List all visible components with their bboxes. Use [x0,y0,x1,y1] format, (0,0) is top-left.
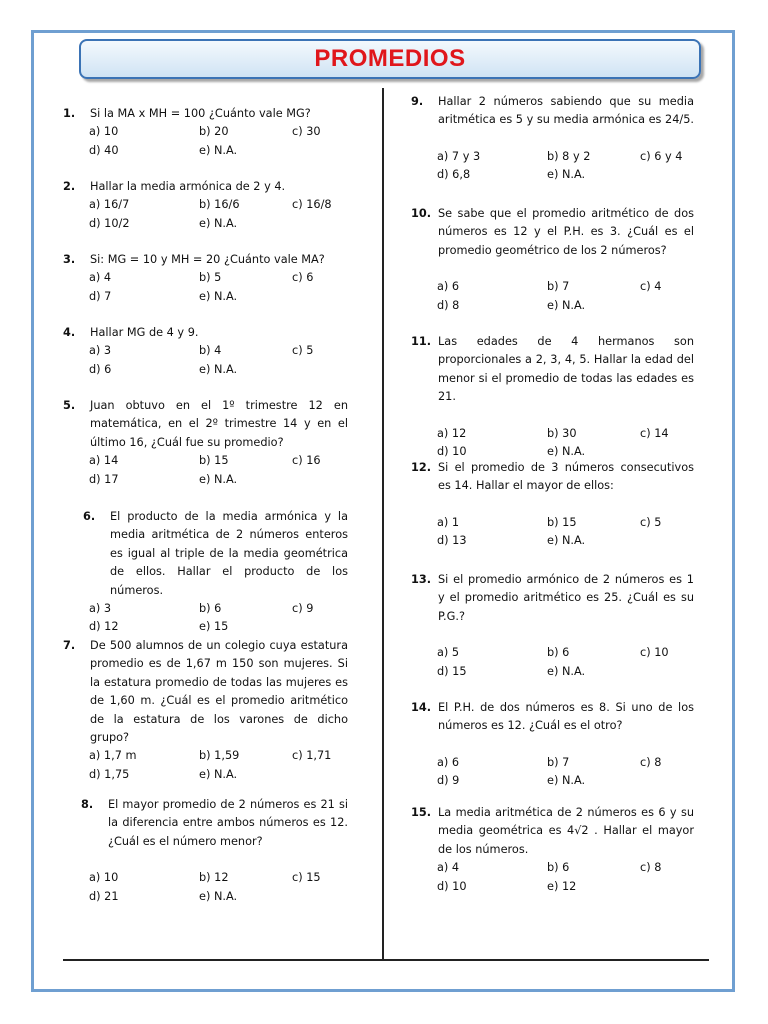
answer-option: d) 15 [437,664,467,678]
answer-option: e) N.A. [547,168,586,182]
answer-options [411,859,694,896]
answer-option: c) 14 [640,426,669,440]
problem-5 [63,397,348,489]
answer-option: e) N.A. [547,664,586,678]
answer-option: d) 13 [437,534,467,548]
answer-option: a) 14 [89,454,119,468]
answer-option: b) 4 [199,344,222,358]
answer-options [411,644,694,681]
answer-option: d) 1,75 [89,767,130,781]
answer-option: e) N.A. [199,289,238,303]
answer-option: d) 6 [89,362,112,376]
question [63,105,348,123]
answer-options [411,278,694,315]
question [411,459,694,496]
question-number: 15. [411,806,432,819]
answer-option: d) 8 [437,298,460,312]
answer-option: c) 6 y 4 [640,149,683,163]
answer-option: d) 10 [437,445,467,459]
answer-option: c) 5 [292,344,314,358]
answer-option: b) 20 [199,125,229,139]
problem-1 [63,105,348,160]
question [63,796,348,851]
answer-option: e) N.A. [199,889,238,903]
problem-6 [63,508,348,637]
question-text: Juan obtuvo en el 1º trimestre 12 en matemática, en el 2º trimestre 14 y en el último 16, ¿Cuál fue su promedio? [90,399,348,449]
answer-option: a) 10 [89,871,119,885]
question [63,251,348,269]
problem-14 [411,699,694,791]
answer-option: a) 3 [89,344,112,358]
answer-option: d) 40 [89,143,119,157]
answer-option: e) 12 [547,879,577,893]
problem-2 [63,178,348,233]
question [63,637,348,747]
question-text: De 500 alumnos de un colegio cuya estatura promedio es de 1,67 m 150 son mujeres. Si la estatura promedio de todas las mujeres es de 1,60 m. ¿Cuál es el promedio aritmético de la estatura de los varones de dicho grupo? [90,639,348,745]
answer-option: a) 10 [89,125,119,139]
problem-3 [63,251,348,306]
answer-option: c) 16/8 [292,198,332,212]
question [63,178,348,196]
answer-option: b) 8 y 2 [547,149,591,163]
question [411,571,694,626]
question-number: 3. [63,253,76,266]
answer-options [63,452,348,489]
answer-option: b) 6 [199,602,222,616]
answer-option: a) 7 y 3 [437,149,481,163]
answer-option: d) 9 [437,774,460,788]
answer-options [63,600,348,637]
answer-option: b) 7 [547,280,570,294]
answer-option: c) 8 [640,861,662,875]
answer-option: c) 15 [292,871,321,885]
answer-options [411,425,694,462]
answer-option: c) 1,71 [292,749,332,763]
column-divider [382,88,384,960]
question-text: Si el promedio armónico de 2 números es 1 y el promedio aritmético es 25. ¿Cuál es su P.G.? [438,573,694,623]
question-number: 10. [411,207,432,220]
question-text: Hallar la media armónica de 2 y 4. [90,180,286,193]
question-number: 13. [411,573,432,586]
answer-option: a) 12 [437,426,467,440]
answer-option: a) 3 [89,602,112,616]
question-text: Hallar MG de 4 y 9. [90,326,199,339]
question [411,333,694,407]
answer-option: c) 5 [640,515,662,529]
problem-13 [411,571,694,681]
answer-options [63,747,348,784]
page-title: PROMEDIOS [314,45,466,72]
answer-option: c) 4 [640,280,662,294]
answer-option: b) 1,59 [199,749,240,763]
answer-option: a) 5 [437,646,460,660]
problem-11 [411,333,694,461]
question-text: El mayor promedio de 2 números es 21 si la diferencia entre ambos números es 12. ¿Cuál es el número menor? [108,798,348,848]
answer-option: a) 6 [437,280,460,294]
answer-option: c) 9 [292,602,314,616]
answer-option: d) 6,8 [437,168,471,182]
answer-option: d) 7 [89,289,112,303]
question-text: Si: MG = 10 y MH = 20 ¿Cuánto vale MA? [90,253,325,266]
question-number: 1. [63,107,76,120]
problem-15 [411,804,694,896]
question [411,205,694,260]
answer-option: c) 10 [640,646,669,660]
question-number: 2. [63,180,76,193]
question-number: 9. [411,95,424,108]
question-number: 5. [63,399,76,412]
question-number: 11. [411,335,432,348]
answer-option: a) 16/7 [89,198,130,212]
answer-option: e) N.A. [547,534,586,548]
question [411,93,694,130]
problem-4 [63,324,348,379]
answer-options [63,196,348,233]
answer-option: c) 6 [292,271,314,285]
question [63,508,348,600]
answer-option: b) 5 [199,271,222,285]
question [411,804,694,859]
question-text: El P.H. de dos números es 8. Si uno de los números es 12. ¿Cuál es el otro? [438,701,694,733]
answer-option: e) N.A. [199,362,238,376]
problem-7 [63,637,348,784]
question [63,397,348,452]
answer-option: b) 6 [547,646,570,660]
answer-option: e) N.A. [547,298,586,312]
answer-options [411,754,694,791]
answer-option: b) 30 [547,426,577,440]
answer-option: e) 15 [199,620,229,634]
answer-option: d) 10/2 [89,216,130,230]
title-banner [79,39,701,79]
problem-8 [63,796,348,906]
answer-option: c) 8 [640,755,662,769]
answer-option: d) 10 [437,879,467,893]
answer-option: d) 17 [89,472,119,486]
answer-option: a) 1 [437,515,460,529]
question-text: Las edades de 4 hermanos son proporcionales a 2, 3, 4, 5. Hallar la edad del menor si el promedio de todas las edades es 21. [438,335,694,404]
answer-option: b) 15 [547,515,577,529]
question-number: 4. [63,326,76,339]
answer-options [63,123,348,160]
bottom-rule [63,959,709,961]
answer-option: d) 12 [89,620,119,634]
question-text: Hallar 2 números sabiendo que su media aritmética es 5 y su media armónica es 24/5. [438,95,694,127]
answer-option: e) N.A. [199,472,238,486]
answer-option: b) 16/6 [199,198,240,212]
answer-option: d) 21 [89,889,119,903]
question-number: 6. [83,510,96,523]
answer-option: b) 12 [199,871,229,885]
answer-option: b) 6 [547,861,570,875]
answer-options [63,869,348,906]
question-text: Si el promedio de 3 números consecutivos es 14. Hallar el mayor de ellos: [438,461,694,493]
problem-9 [411,93,694,185]
answer-option: c) 30 [292,125,321,139]
answer-option: e) N.A. [547,774,586,788]
answer-option: a) 6 [437,755,460,769]
question-text: El producto de la media armónica y la media aritmética de 2 números enteros es igual al triple de la media geométrica de ellos. Hallar el producto de los números. [110,510,348,597]
question-number: 7. [63,639,76,652]
answer-option: a) 1,7 m [89,749,137,763]
answer-option: b) 7 [547,755,570,769]
answer-options [63,342,348,379]
answer-option: b) 15 [199,454,229,468]
answer-option: e) N.A. [199,216,238,230]
question-text: Se sabe que el promedio aritmético de dos números es 12 y el P.H. es 3. ¿Cuál es el promedio geométrico de los 2 números? [438,207,694,257]
answer-option: c) 16 [292,454,321,468]
question-number: 8. [81,798,94,811]
answer-option: e) N.A. [547,445,586,459]
answer-options [411,514,694,551]
answer-option: a) 4 [89,271,112,285]
question-number: 14. [411,701,432,714]
answer-option: a) 4 [437,861,460,875]
question [411,699,694,736]
answer-options [411,148,694,185]
answer-option: e) N.A. [199,767,238,781]
problem-12 [411,459,694,551]
question-text: La media aritmética de 2 números es 6 y su media geométrica es 4√2 . Hallar el mayor de los números. [438,806,694,856]
question-number: 12. [411,461,432,474]
question [63,324,348,342]
problem-10 [411,205,694,315]
answer-options [63,269,348,306]
question-text: Si la MA x MH = 100 ¿Cuánto vale MG? [90,107,311,120]
answer-option: e) N.A. [199,143,238,157]
